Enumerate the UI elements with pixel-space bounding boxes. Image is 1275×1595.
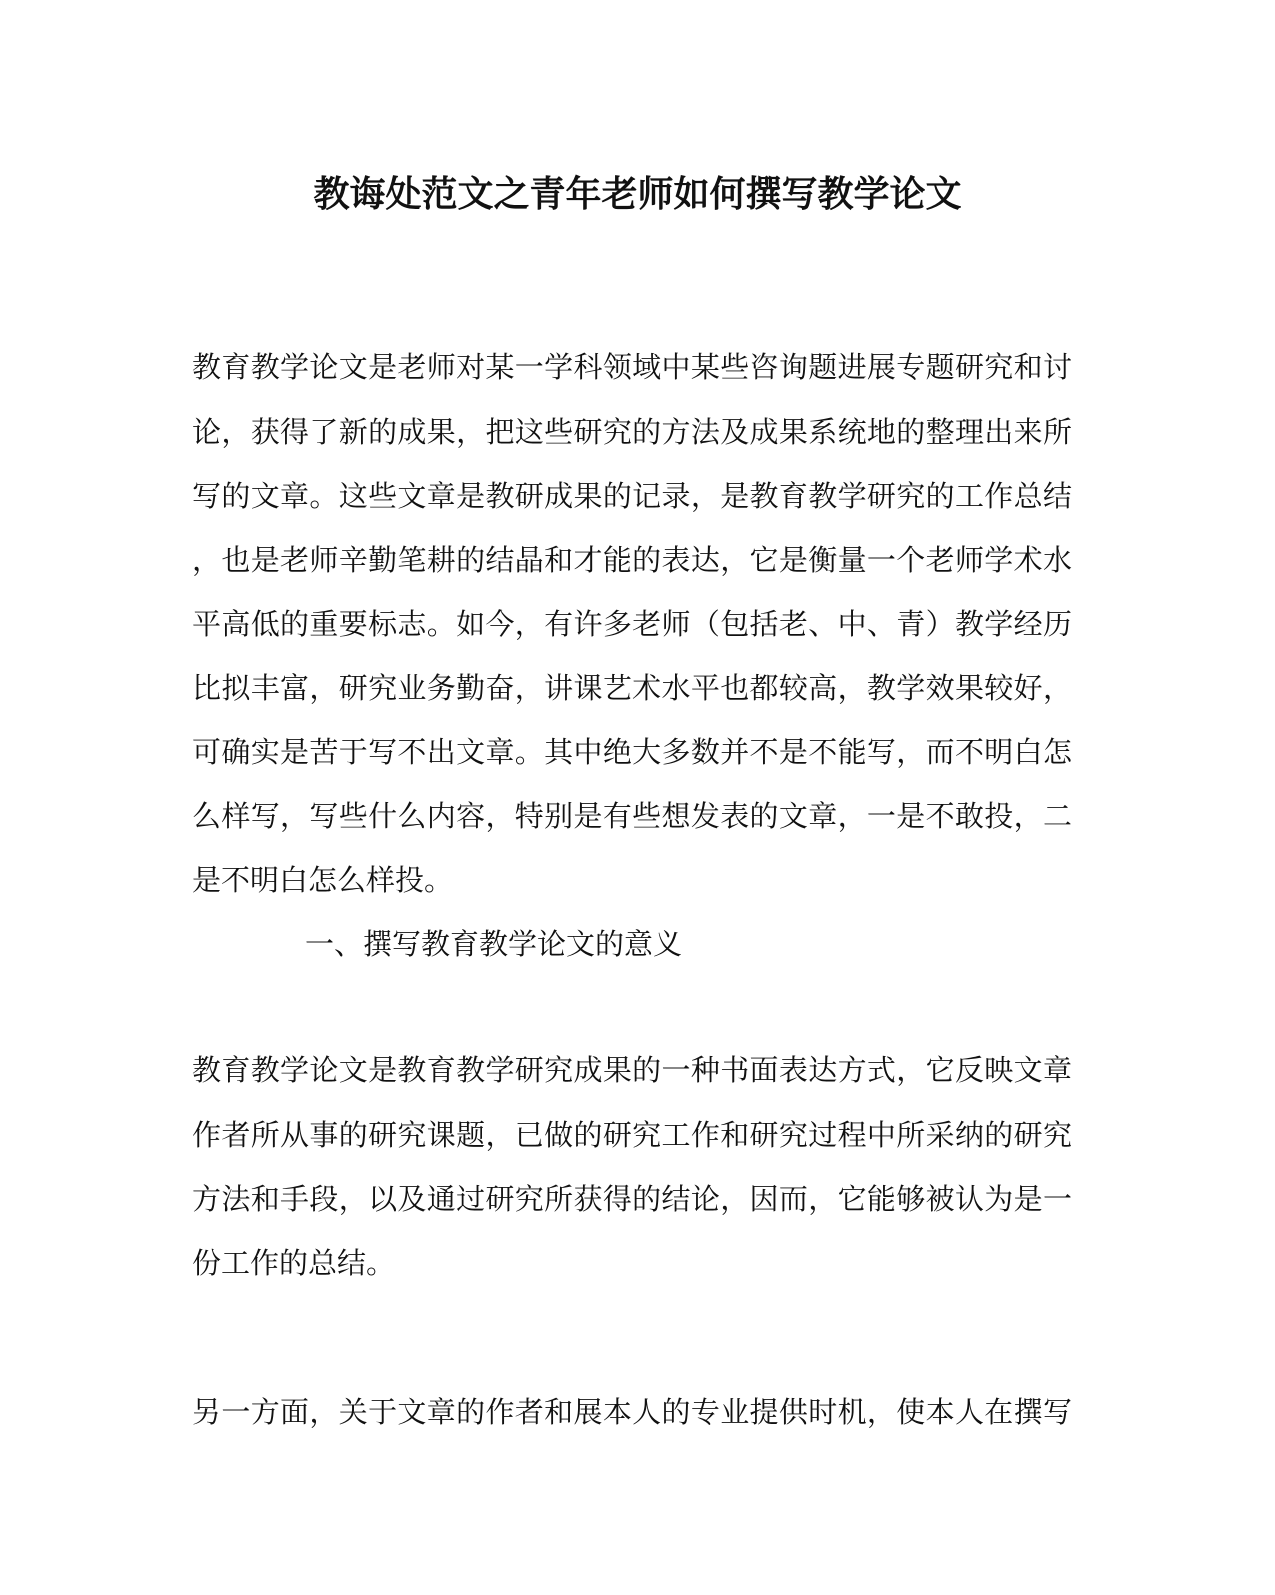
paragraph-line: 教育教学论文是老师对某一学科领域中某些咨询题进展专题研究和讨 <box>192 350 1072 384</box>
paragraph-line: 方法和手段，以及通过研究所获得的结论，因而，它能够被认为是一 <box>192 1182 1072 1216</box>
paragraph-line: 平高低的重要标志。如今，有许多老师（包括老、中、青）教学经历 <box>192 607 1072 641</box>
paragraph-line: 可确实是苦于写不出文章。其中绝大多数并不是不能写，而不明白怎 <box>192 735 1072 769</box>
paragraph-line: 是不明白怎么样投。 <box>192 863 454 897</box>
section-heading: 一、撰写教育教学论文的意义 <box>305 927 683 961</box>
paragraph-line: 比拟丰富，研究业务勤奋，讲课艺术水平也都较高，教学效果较好， <box>192 671 1072 705</box>
paragraph-line: 份工作的总结。 <box>192 1246 396 1280</box>
document-title: 教诲处范文之青年老师如何撰写教学论文 <box>313 173 962 215</box>
paragraph-line: 教育教学论文是教育教学研究成果的一种书面表达方式，它反映文章 <box>192 1053 1072 1087</box>
paragraph-line: 作者所从事的研究课题，已做的研究工作和研究过程中所采纳的研究 <box>192 1118 1072 1152</box>
paragraph-line: 写的文章。这些文章是教研成果的记录，是教育教学研究的工作总结 <box>192 479 1072 513</box>
paragraph-line: 论，获得了新的成果，把这些研究的方法及成果系统地的整理出来所 <box>192 415 1072 449</box>
paragraph-line: ，也是老师辛勤笔耕的结晶和才能的表达，它是衡量一个老师学术水 <box>192 543 1072 577</box>
paragraph-line: 么样写，写些什么内容，特别是有些想发表的文章，一是不敢投，二 <box>192 799 1072 833</box>
paragraph-line: 另一方面，关于文章的作者和展本人的专业提供时机，使本人在撰写 <box>192 1395 1072 1429</box>
